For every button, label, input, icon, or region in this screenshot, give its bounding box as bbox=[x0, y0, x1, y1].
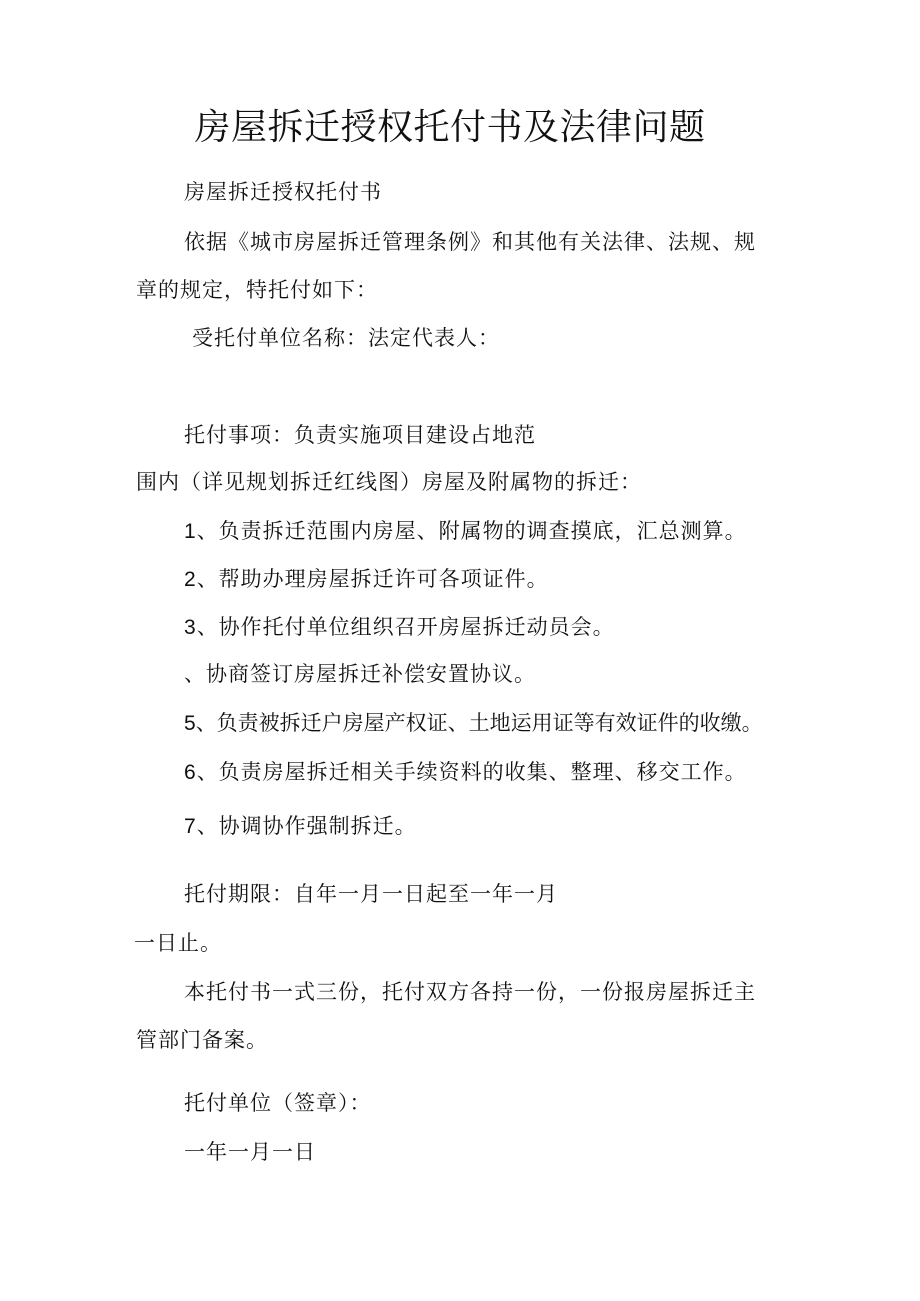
item-text: 、负责房屋拆迁相关手续资料的收集、整理、移交工作。 bbox=[196, 760, 747, 784]
copies-line-2: 管部门备案。 bbox=[136, 1028, 268, 1052]
intro-line-1: 依据《城市房屋拆迁管理条例》和其他有关法律、法规、规 bbox=[184, 230, 756, 254]
trustee-line: 受托付单位名称：法定代表人： bbox=[192, 326, 500, 350]
item-number: 5 bbox=[184, 712, 196, 735]
item-text: 、协商签订房屋拆迁补偿安置协议。 bbox=[184, 662, 536, 686]
item-number: 7 bbox=[184, 815, 197, 838]
list-item bbox=[184, 517, 747, 546]
item-text: 、负责被拆迁户房屋产权证、土地运用证等有效证件的收缴。 bbox=[195, 711, 763, 735]
item-text: 、协作托付单位组织召开房屋拆迁动员会。 bbox=[196, 615, 615, 639]
term-line-2: 一日止。 bbox=[134, 931, 222, 955]
item-number: 2 bbox=[184, 568, 197, 591]
signature-date: 一年一月一日 bbox=[184, 1140, 316, 1164]
item-text: 、负责拆迁范围内房屋、附属物的调查摸底，汇总测算。 bbox=[196, 519, 747, 543]
item-number: 6 bbox=[184, 761, 197, 784]
item-number: 1 bbox=[184, 520, 197, 543]
intro-line-2: 章的规定，特托付如下： bbox=[136, 278, 378, 302]
list-item bbox=[184, 660, 536, 689]
item-text: 、帮助办理房屋拆迁许可各项证件。 bbox=[196, 567, 549, 591]
list-item bbox=[184, 812, 417, 841]
item-number: 3 bbox=[184, 616, 197, 639]
subtitle: 房屋拆迁授权托付书 bbox=[184, 180, 382, 204]
term-line-1: 托付期限：自年一月一日起至一年一月 bbox=[184, 882, 558, 906]
matters-line-2: 围内（详见规划拆迁红线图）房屋及附属物的拆迁： bbox=[136, 470, 642, 494]
list-item bbox=[184, 565, 549, 594]
list-item bbox=[184, 613, 615, 642]
item-text: 、协调协作强制拆迁。 bbox=[196, 814, 417, 838]
list-item bbox=[184, 709, 763, 738]
copies-line-1: 本托付书一式三份，托付双方各持一份，一份报房屋拆迁主 bbox=[184, 980, 756, 1004]
document-title: 房屋拆迁授权托付书及法律问题 bbox=[194, 107, 706, 148]
signature-label: 托付单位（签章）： bbox=[184, 1091, 372, 1115]
list-item bbox=[184, 758, 747, 787]
matters-line-1: 托付事项：负责实施项目建设占地范 bbox=[184, 423, 536, 447]
